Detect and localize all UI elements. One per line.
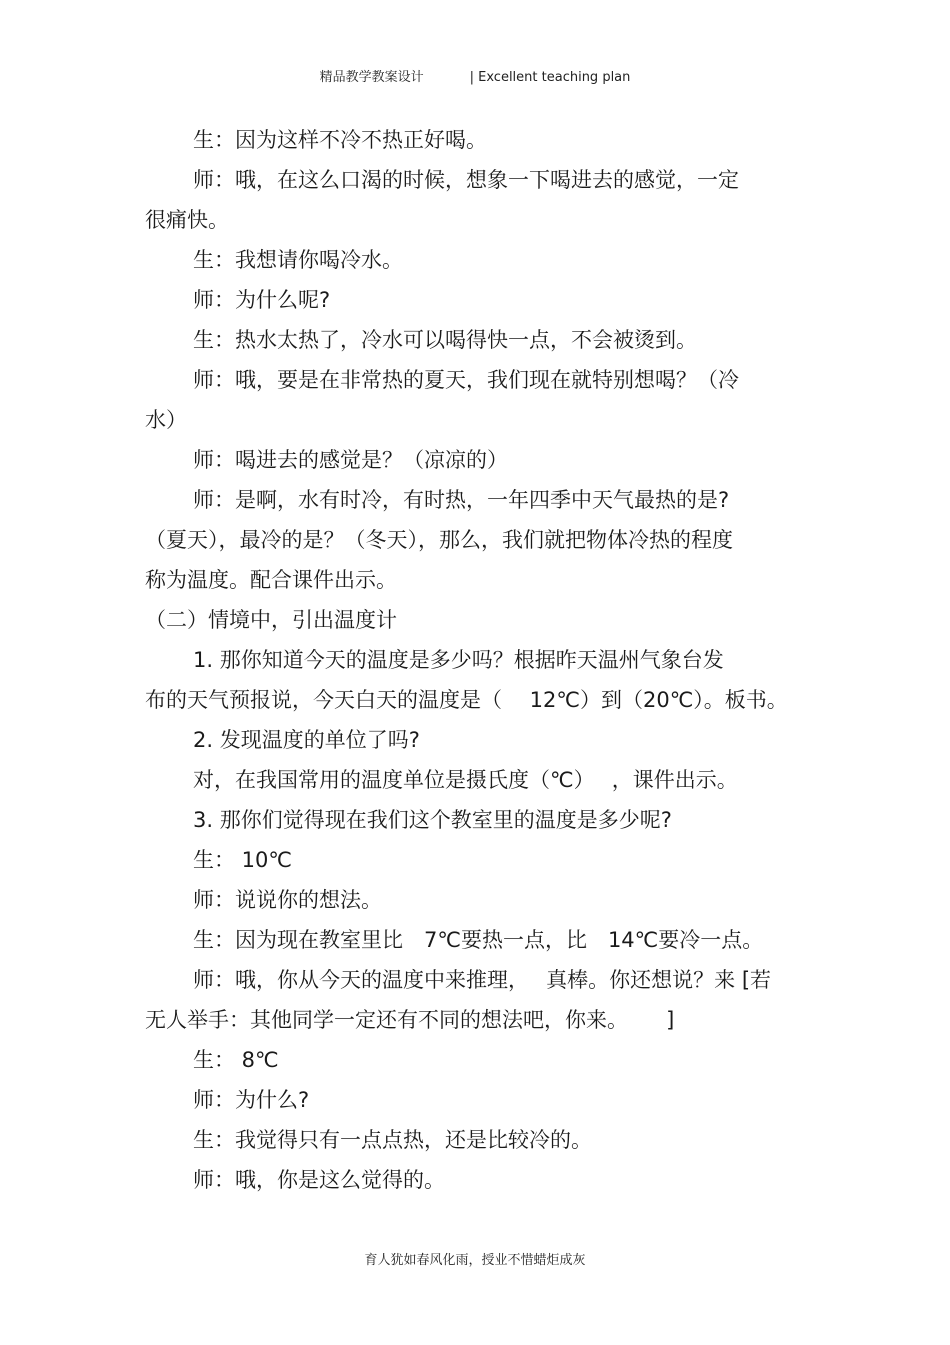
paragraph-line: 师：哦，你是这么觉得的。 <box>193 1168 445 1192</box>
paragraph-line: 生：因为这样不冷不热正好喝。 <box>193 128 487 152</box>
paragraph-line: 生：因为现在教室里比 7℃要热一点，比 14℃要冷一点。 <box>193 928 764 952</box>
paragraph-line: 生： 10℃ <box>193 848 292 872</box>
paragraph-line: 师：是啊，水有时冷，有时热，一年四季中天气最热的是? <box>193 488 730 512</box>
paragraph-line: 师：说说你的想法。 <box>193 888 382 912</box>
paragraph-line: 布的天气预报说，今天白天的温度是（ 12℃）到（20℃）。板书。 <box>145 688 788 712</box>
paragraph-line: 生：我想请你喝冷水。 <box>193 248 403 272</box>
paragraph-line: 师：为什么? <box>193 1088 310 1112</box>
paragraph-line: 师：哦，要是在非常热的夏天，我们现在就特别想喝？（冷 <box>193 368 739 392</box>
section-heading: （二）情境中，引出温度计 <box>145 608 397 632</box>
paragraph-line: 很痛快。 <box>145 208 229 232</box>
header-title-en: | Excellent teaching plan <box>469 70 631 85</box>
paragraph-line: 称为温度。配合课件出示。 <box>145 568 397 592</box>
page-header <box>0 66 950 85</box>
paragraph-line: 水） <box>145 408 187 432</box>
paragraph-line: 师：哦，你从今天的温度中来推理， 真棒。你还想说？来 [若 <box>193 968 772 992</box>
paragraph-line: 生：热水太热了，冷水可以喝得快一点，不会被烫到。 <box>193 328 697 352</box>
paragraph-line: 2. 发现温度的单位了吗? <box>193 728 420 752</box>
paragraph-line: 3. 那你们觉得现在我们这个教室里的温度是多少呢? <box>193 808 672 832</box>
page-footer: 育人犹如春风化雨，授业不惜蜡炬成灰 <box>364 1253 586 1268</box>
paragraph-line: 生： 8℃ <box>193 1048 279 1072</box>
paragraph-line: 师：为什么呢? <box>193 288 331 312</box>
document-body <box>145 120 825 1200</box>
paragraph-line: 师：喝进去的感觉是？（凉凉的） <box>193 448 508 472</box>
paragraph-line: 无人举手：其他同学一定还有不同的想法吧，你来。 ] <box>145 1008 675 1032</box>
header-title-cn: 精品教学教案设计 <box>319 70 424 85</box>
paragraph-line: （夏天），最冷的是？（冬天），那么，我们就把物体冷热的程度 <box>145 528 733 552</box>
paragraph-line: 生：我觉得只有一点点热，还是比较冷的。 <box>193 1128 592 1152</box>
paragraph-line: 1. 那你知道今天的温度是多少吗？根据昨天温州气象台发 <box>193 648 724 672</box>
paragraph-line: 师：哦，在这么口渴的时候，想象一下喝进去的感觉，一定 <box>193 168 739 192</box>
paragraph-line: 对，在我国常用的温度单位是摄氏度（℃） ，课件出示。 <box>193 768 738 792</box>
